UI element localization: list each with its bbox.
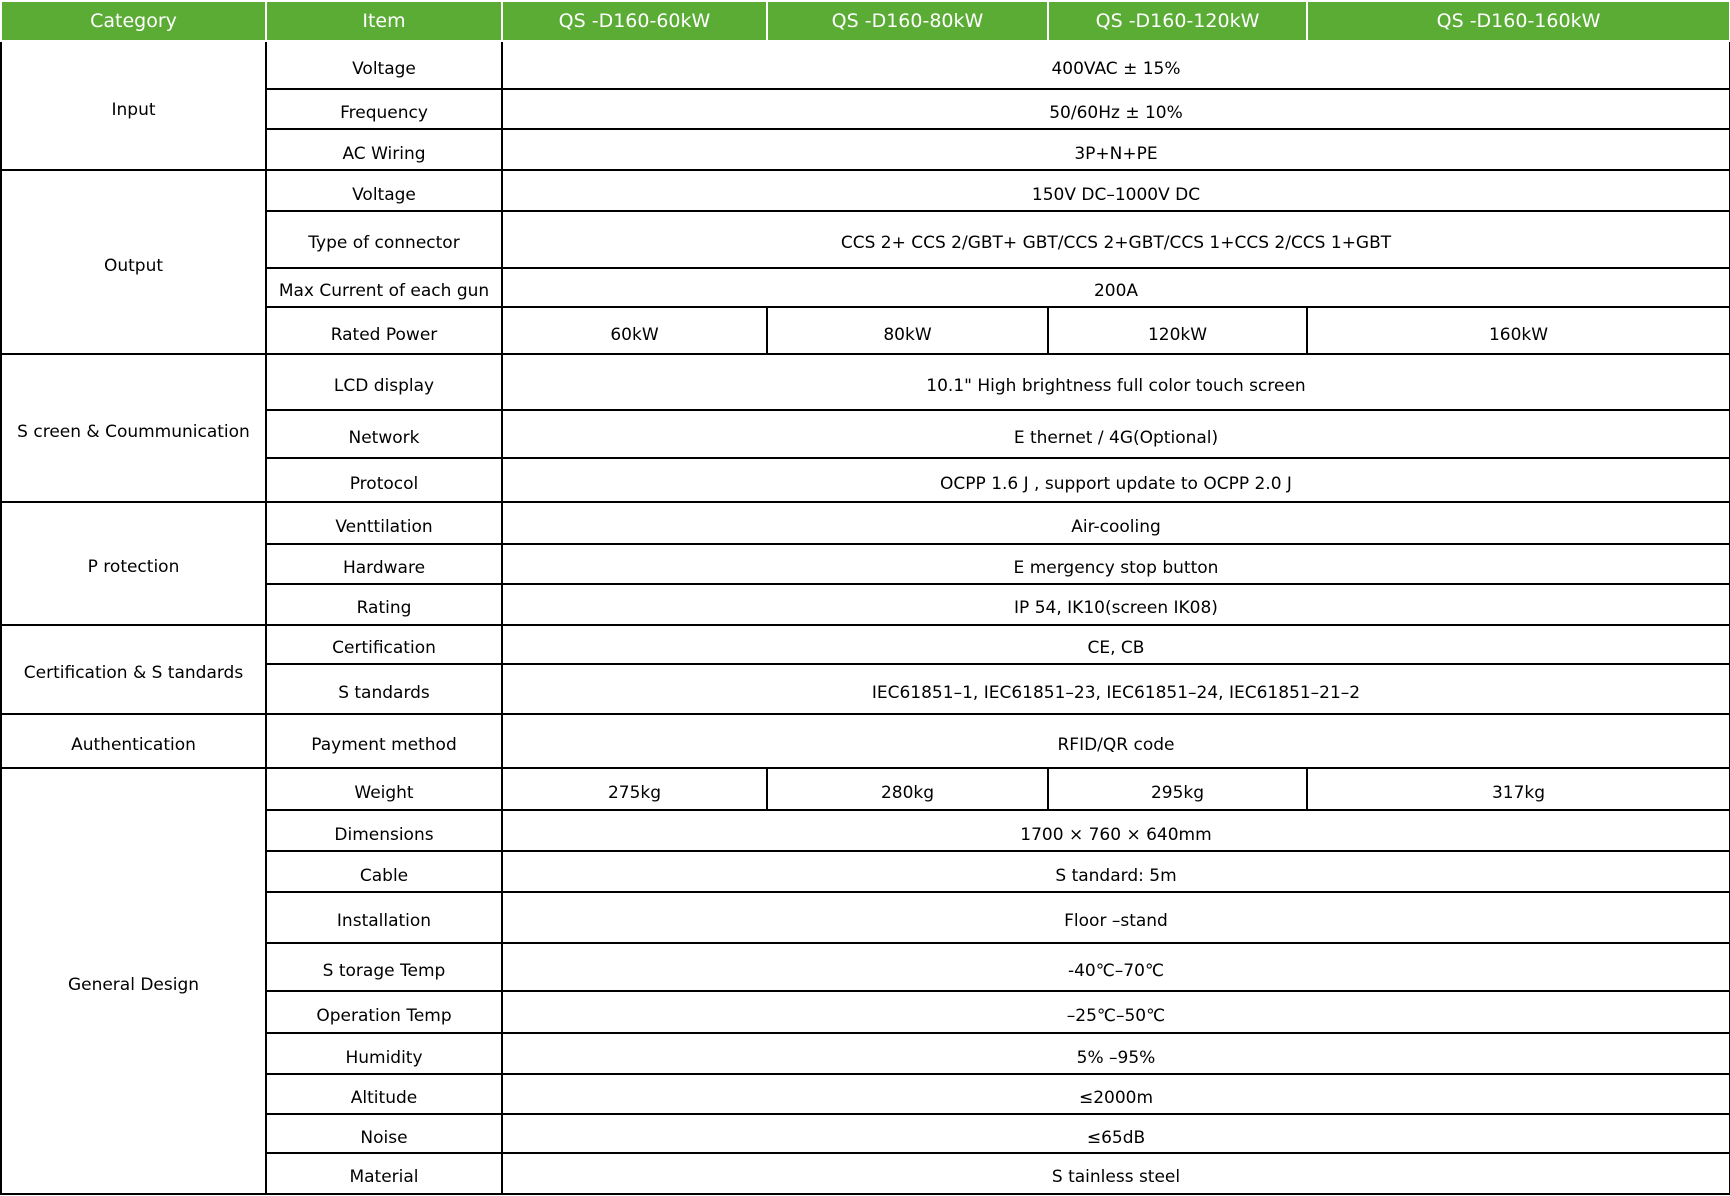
item-cell: Installation — [266, 892, 502, 943]
item-cell: S torage Temp — [266, 943, 502, 992]
item-cell: Network — [266, 410, 502, 458]
value-cell: RFID/QR code — [502, 714, 1730, 768]
item-cell: Hardware — [266, 544, 502, 584]
table-row — [1, 625, 1730, 665]
category-cell: S creen & Coummunication — [1, 354, 266, 502]
item-cell: Payment method — [266, 714, 502, 768]
value-cell: 1700 × 760 × 640mm — [502, 810, 1730, 851]
value-cell: S tandard: 5m — [502, 851, 1730, 892]
table-row — [1, 354, 1730, 410]
value-cell-60kw: 60kW — [502, 307, 767, 353]
value-cell-160kw: 317kg — [1307, 768, 1730, 810]
value-cell: Air-cooling — [502, 502, 1730, 544]
table-row — [1, 714, 1730, 768]
header-model-80kw: QS -D160-80kW — [767, 1, 1048, 41]
header-model-120kw: QS -D160-120kW — [1048, 1, 1307, 41]
header-category: Category — [1, 1, 266, 41]
table-row — [1, 502, 1730, 544]
item-cell: Rated Power — [266, 307, 502, 353]
header-row — [1, 1, 1730, 41]
item-cell: Noise — [266, 1114, 502, 1153]
value-cell: CE, CB — [502, 625, 1730, 665]
value-cell: –25℃–50℃ — [502, 991, 1730, 1033]
value-cell-80kw: 80kW — [767, 307, 1048, 353]
value-cell: IP 54, IK10(screen IK08) — [502, 584, 1730, 625]
value-cell-80kw: 280kg — [767, 768, 1048, 810]
item-cell: Type of connector — [266, 211, 502, 267]
header-model-60kw: QS -D160-60kW — [502, 1, 767, 41]
item-cell: Altitude — [266, 1074, 502, 1114]
value-cell: -40℃–70℃ — [502, 943, 1730, 992]
value-cell: ≤2000m — [502, 1074, 1730, 1114]
value-cell: OCPP 1.6 J , support update to OCPP 2.0 J — [502, 458, 1730, 502]
value-cell: ≤65dB — [502, 1114, 1730, 1153]
item-cell: Dimensions — [266, 810, 502, 851]
item-cell: Weight — [266, 768, 502, 810]
item-cell: Material — [266, 1153, 502, 1194]
item-cell: Voltage — [266, 170, 502, 211]
item-cell: Protocol — [266, 458, 502, 502]
value-cell: CCS 2+ CCS 2/GBT+ GBT/CCS 2+GBT/CCS 1+CCS 2/CCS 1+GBT — [502, 211, 1730, 267]
category-cell: General Design — [1, 768, 266, 1194]
value-cell: 50/60Hz ± 10% — [502, 89, 1730, 130]
value-cell: 400VAC ± 15% — [502, 41, 1730, 89]
item-cell: Max Current of each gun — [266, 268, 502, 308]
category-cell: Authentication — [1, 714, 266, 768]
header-item: Item — [266, 1, 502, 41]
value-cell: E thernet / 4G(Optional) — [502, 410, 1730, 458]
category-cell: Output — [1, 170, 266, 353]
item-cell: LCD display — [266, 354, 502, 410]
item-cell: Voltage — [266, 41, 502, 89]
value-cell-60kw: 275kg — [502, 768, 767, 810]
category-cell: Input — [1, 41, 266, 170]
header-model-160kw: QS -D160-160kW — [1307, 1, 1730, 41]
category-cell: Certification & S tandards — [1, 625, 266, 715]
value-cell: 10.1" High brightness full color touch screen — [502, 354, 1730, 410]
value-cell-120kw: 120kW — [1048, 307, 1307, 353]
item-cell: Cable — [266, 851, 502, 892]
item-cell: Rating — [266, 584, 502, 625]
value-cell-160kw: 160kW — [1307, 307, 1730, 353]
item-cell: Humidity — [266, 1033, 502, 1074]
item-cell: S tandards — [266, 664, 502, 714]
item-cell: Certification — [266, 625, 502, 665]
table-body — [1, 41, 1730, 1194]
item-cell: Operation Temp — [266, 991, 502, 1033]
value-cell: Floor –stand — [502, 892, 1730, 943]
table-row — [1, 768, 1730, 810]
table-row — [1, 41, 1730, 89]
item-cell: AC Wiring — [266, 129, 502, 170]
value-cell: 200A — [502, 268, 1730, 308]
item-cell: Frequency — [266, 89, 502, 130]
value-cell: IEC61851–1, IEC61851–23, IEC61851–24, IEC61851–21–2 — [502, 664, 1730, 714]
value-cell: E mergency stop button — [502, 544, 1730, 584]
table-header — [1, 1, 1730, 41]
value-cell: 5% –95% — [502, 1033, 1730, 1074]
table-row — [1, 170, 1730, 211]
value-cell: 3P+N+PE — [502, 129, 1730, 170]
value-cell: 150V DC–1000V DC — [502, 170, 1730, 211]
value-cell-120kw: 295kg — [1048, 768, 1307, 810]
value-cell: S tainless steel — [502, 1153, 1730, 1194]
item-cell: Venttilation — [266, 502, 502, 544]
category-cell: P rotection — [1, 502, 266, 625]
